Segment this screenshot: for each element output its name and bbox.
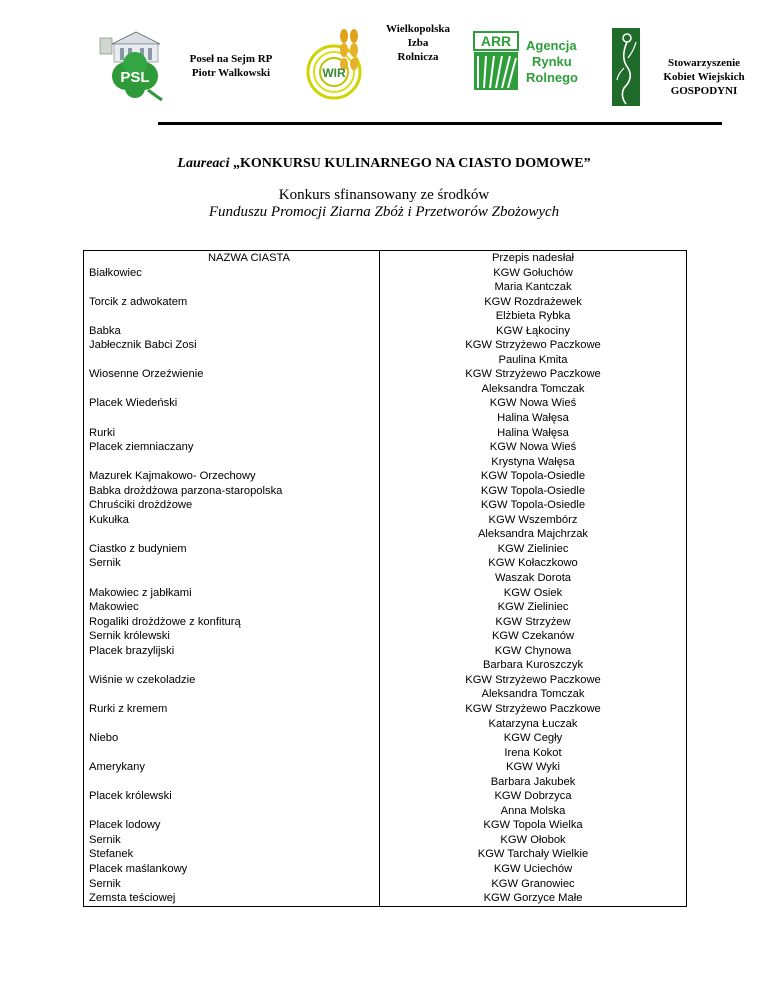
kgw-line-2: Kobiet Wiejskich xyxy=(663,71,745,83)
list-item: KGW Wszembórz xyxy=(488,513,578,526)
page-header xyxy=(0,0,768,120)
list-item xyxy=(89,353,379,368)
list-item: Krystyna Wałęsa xyxy=(491,455,575,468)
list-item: Jabłecznik Babci Zosi xyxy=(89,339,197,352)
list-item: Barbara Kuroszczyk xyxy=(482,659,584,672)
list-item: Waszak Dorota xyxy=(494,572,572,585)
list-item: KGW Strzyżewo Paczkowe xyxy=(465,339,601,352)
list-item: Maria Kantczak xyxy=(494,281,572,294)
list-item: KGW Cegły xyxy=(503,732,563,745)
submitters-column xyxy=(380,251,686,906)
posel-line-2: Piotr Walkowski xyxy=(191,67,271,79)
list-item xyxy=(89,775,379,790)
list-item: KGW Zieliniec xyxy=(497,601,569,614)
laureates-table xyxy=(83,250,687,907)
table-row xyxy=(84,251,687,907)
list-item: Ciastko z budyniem xyxy=(89,542,187,555)
list-item xyxy=(89,455,379,470)
list-item: Rurki xyxy=(89,426,116,439)
submitters-cell xyxy=(380,251,687,907)
list-item: Aleksandra Majchrzak xyxy=(477,528,589,541)
list-item: KGW Łąkociny xyxy=(496,324,570,337)
list-item: KGW Osiek xyxy=(503,586,563,599)
list-item: Sernik królewski xyxy=(89,630,170,643)
list-item: KGW Strzyżewo Paczkowe xyxy=(465,673,601,686)
funded-line-2: Funduszu Promocji Ziarna Zbóż i Przetworów Zbożowych xyxy=(208,204,560,220)
header-divider xyxy=(158,122,722,125)
list-item: Zemsta teściowej xyxy=(89,892,176,905)
list-item: KGW Strzyżew xyxy=(495,615,571,628)
list-item: Placek lodowy xyxy=(89,819,161,832)
list-item: Babka drożdżowa parzona-staropolska xyxy=(89,484,283,497)
list-item: Paulina Kmita xyxy=(498,353,568,366)
list-item: Irena Kokot xyxy=(504,746,562,759)
list-item: KGW Dobrzyca xyxy=(494,790,572,803)
list-item: KGW Gołuchów xyxy=(493,266,573,279)
list-item: KGW Gorzyce Małe xyxy=(483,892,583,905)
list-item: Placek Wiedeński xyxy=(89,397,178,410)
list-item: Elżbieta Rybka xyxy=(495,310,571,323)
list-item xyxy=(89,717,379,732)
list-item: KGW Topola-Osiedle xyxy=(480,484,586,497)
list-item xyxy=(89,382,379,397)
kgw-line-3: GOSPODYNI xyxy=(670,85,738,97)
list-item: Rurki z kremem xyxy=(89,702,168,715)
list-item: Wiśnie w czekoladzie xyxy=(89,673,196,686)
list-item: Aleksandra Tomczak xyxy=(481,382,585,395)
arr-short-text: ARR xyxy=(480,33,512,49)
list-item: Placek brazylijski xyxy=(89,644,175,657)
list-item: KGW Rozdrażewek xyxy=(484,295,582,308)
list-item: Makowiec z jabłkami xyxy=(89,586,192,599)
list-item: KGW Nowa Wieś xyxy=(489,441,577,454)
laureaci-label: Laureaci xyxy=(177,156,230,171)
list-item: Kukułka xyxy=(89,513,129,526)
cake-names-column xyxy=(89,251,379,906)
posel-line-1: Poseł na Sejm RP xyxy=(189,53,273,65)
cake-names-cell xyxy=(84,251,380,907)
list-item: Rogaliki drożdżowe z konfiturą xyxy=(89,615,241,628)
col-header-submitter: Przepis nadesłał xyxy=(491,252,575,264)
list-item: KGW Strzyżewo Paczkowe xyxy=(465,702,601,715)
list-item xyxy=(89,687,379,702)
list-item: Makowiec xyxy=(89,601,139,614)
list-item: KGW Ołobok xyxy=(500,833,566,846)
list-item: KGW Granowiec xyxy=(491,877,575,890)
list-item xyxy=(89,309,379,324)
list-item: KGW Nowa Wieś xyxy=(489,397,577,410)
list-item: Halina Wałęsa xyxy=(497,426,569,439)
list-item: Sernik xyxy=(89,833,121,846)
kgw-figure-logo xyxy=(612,28,640,106)
list-item: Sernik xyxy=(89,877,121,890)
list-item xyxy=(89,280,379,295)
list-item: Placek ziemniaczany xyxy=(89,441,194,454)
contest-title xyxy=(0,156,768,172)
list-item: KGW Strzyżewo Paczkowe xyxy=(465,368,601,381)
list-item: KGW Chynowa xyxy=(494,644,572,657)
list-item: Aleksandra Tomczak xyxy=(481,688,585,701)
list-item: KGW Zieliniec xyxy=(497,542,569,555)
list-item: Niebo xyxy=(89,732,119,745)
list-item: Sernik xyxy=(89,557,121,570)
kgw-line-1: Stowarzyszenie xyxy=(667,57,741,69)
arr-line-1: Agencja xyxy=(526,38,577,53)
list-item: Wiosenne Orzeźwienie xyxy=(89,368,204,381)
col-header-cake-name: NAZWA CIASTA xyxy=(207,252,291,264)
list-item: Torcik z adwokatem xyxy=(89,295,188,308)
list-item: KGW Tarchały Wielkie xyxy=(477,848,589,861)
list-item: Barbara Jakubek xyxy=(490,775,576,788)
list-item: Stefanek xyxy=(89,848,134,861)
contest-name: „KONKURSU KULINARNEGO NA CIASTO DOMOWE” xyxy=(233,156,591,171)
list-item: Mazurek Kajmakowo- Orzechowy xyxy=(89,470,256,483)
izba-line-2: Izba xyxy=(407,37,429,49)
list-item: KGW Topola-Osiedle xyxy=(480,499,586,512)
wir-logo-text: WIR xyxy=(322,66,346,80)
wir-logo xyxy=(300,26,372,102)
izba-line-1: Wielkopolska xyxy=(386,23,450,35)
list-item xyxy=(89,571,379,586)
arr-logo xyxy=(472,30,590,92)
list-item: Chruściki drożdżowe xyxy=(89,499,193,512)
list-item: Anna Molska xyxy=(500,804,566,817)
list-item: Amerykany xyxy=(89,761,145,774)
list-item: KGW Topola Wielka xyxy=(483,819,583,832)
psl-clover-logo xyxy=(96,30,182,102)
list-item: KGW Czekanów xyxy=(491,630,575,643)
list-item xyxy=(89,527,379,542)
list-item: KGW Wyki xyxy=(506,761,560,774)
izba-line-3: Rolnicza xyxy=(397,51,439,63)
psl-logo-text: PSL xyxy=(120,69,150,86)
list-item xyxy=(89,746,379,761)
list-item: KGW Kołaczkowo xyxy=(488,557,578,570)
list-item xyxy=(89,658,379,673)
list-item: KGW Uciechów xyxy=(493,862,573,875)
list-item: Babka xyxy=(89,324,121,337)
list-item: Białkowiec xyxy=(89,266,142,279)
list-item xyxy=(89,804,379,819)
list-item: KGW Topola-Osiedle xyxy=(480,470,586,483)
arr-line-3: Rolnego xyxy=(526,70,578,85)
list-item: Placek maślankowy xyxy=(89,862,188,875)
list-item: Placek królewski xyxy=(89,790,172,803)
list-item: Katarzyna Łuczak xyxy=(488,717,578,730)
list-item: Halina Wałęsa xyxy=(497,412,569,425)
arr-line-2: Rynku xyxy=(532,54,572,69)
list-item xyxy=(89,411,379,426)
funded-line-1: Konkurs sfinansowany ze środków xyxy=(278,187,490,203)
